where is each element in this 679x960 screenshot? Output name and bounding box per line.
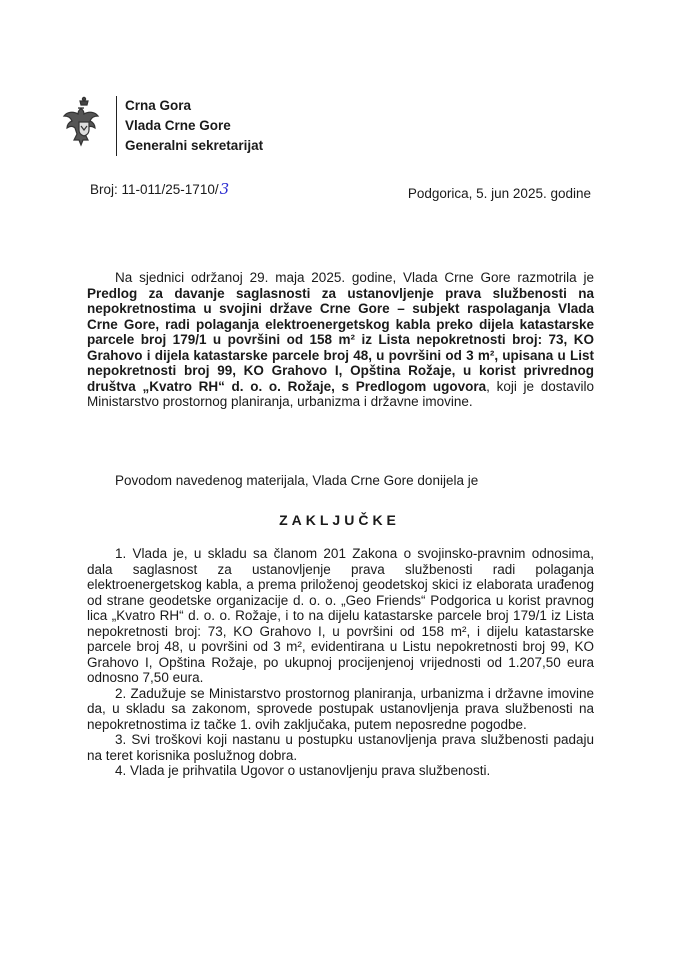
reference-number: [90, 180, 229, 198]
document-date: Podgorica, 5. jun 2025. godine: [407, 186, 591, 201]
conclusions-list: [87, 546, 594, 779]
header-government: Vlada Crne Gore: [125, 118, 231, 133]
conclusion-item-4: 4. Vlada je prihvatila Ugovor o ustanovljenju prava službenosti.: [115, 763, 491, 778]
conclusion-item-1: 1. Vlada je, u skladu sa članom 201 Zakona o svojinsko-pravnim odnosima, dala saglasnost za ustanovljenje prava službenosti radi polaganja elektroenergetskog kabla, a prema priloženoj geodetskoj skici iz elaborata urađenog od strane geodetske organizacije d. o. o. „Geo Friends“ Podgorica u korist pravnog lica „Kvatro RH“ d. o. o. Rožaje, i to na dijelu katastarske parcele broj 179/1 iz Lista nepokretnosti broj: 73, KO Grahovo I, u površini od 158 m², i dijelu katastarske parcele broj 48, u površini od 3 m², evidentirana u Listu nepokretnosti broj 99, KO Grahovo I, Opština Rožaje, po ukupnoj procijenjenoj vrijednosti od 1.207,50 eura odnosno 7,50 eura.: [87, 546, 594, 685]
intro-text-1: Na sjednici održanoj 29. maja 2025. godine, Vlada Crne Gore razmotrila je: [115, 270, 594, 285]
handwritten-suffix: 3: [219, 180, 230, 198]
header-country: Crna Gora: [125, 98, 192, 113]
adoption-sentence: Povodom navedenog materijala, Vlada Crne Gore donijela je: [115, 473, 479, 488]
conclusion-item-2: 2. Zadužuje se Ministarstvo prostornog planiranja, urbanizma i državne imovine da, u skladu sa zakonom, sprovede postupak ustanovljenja prava službenosti na nepokretnostima iz tačke 1. ovih zaključaka, putem neposredne pogodbe.: [87, 685, 594, 732]
intro-proposal-title: Predlog za davanje saglasnosti za ustanovljenje prava službenosti na nepokretnostima u svojini države Crne Gore – subjekt raspolaganja Vlada Crne Gore, radi polaganja elektroenergetskog kabla preko dijela katastarske parcele broj 179/1 u površini od 158 m² iz Lista nepokretnosti broj: 73, KO Grahovo i dijela katastarske parcele broj 48, u površini od 3 m², upisana u List nepokretnosti broj 99, KO Grahovo I, Opština Rožaje, u korist privrednog društva „Kvatro RH“ d. o. o. Rožaje, s Predlogom ugovora: [87, 285, 594, 394]
conclusions-heading: ZAKLJUČKE: [279, 512, 400, 528]
coat-of-arms-icon: [62, 96, 106, 150]
header-secretariat: Generalni sekretarijat: [125, 138, 264, 153]
institution-header: [125, 96, 263, 156]
intro-paragraph: [87, 270, 594, 410]
intro-text-2: , koji je dostavilo Ministarstvo prostornog planiranja, urbanizma i državne imovine.: [87, 378, 594, 409]
reference-number-text: Broj: 11-011/25-1710/: [90, 182, 219, 197]
header-divider: [116, 96, 117, 156]
conclusion-item-3: 3. Svi troškovi koji nastanu u postupku ustanovljenja prava službenosti padaju na teret korisnika poslužnog dobra.: [87, 732, 594, 763]
